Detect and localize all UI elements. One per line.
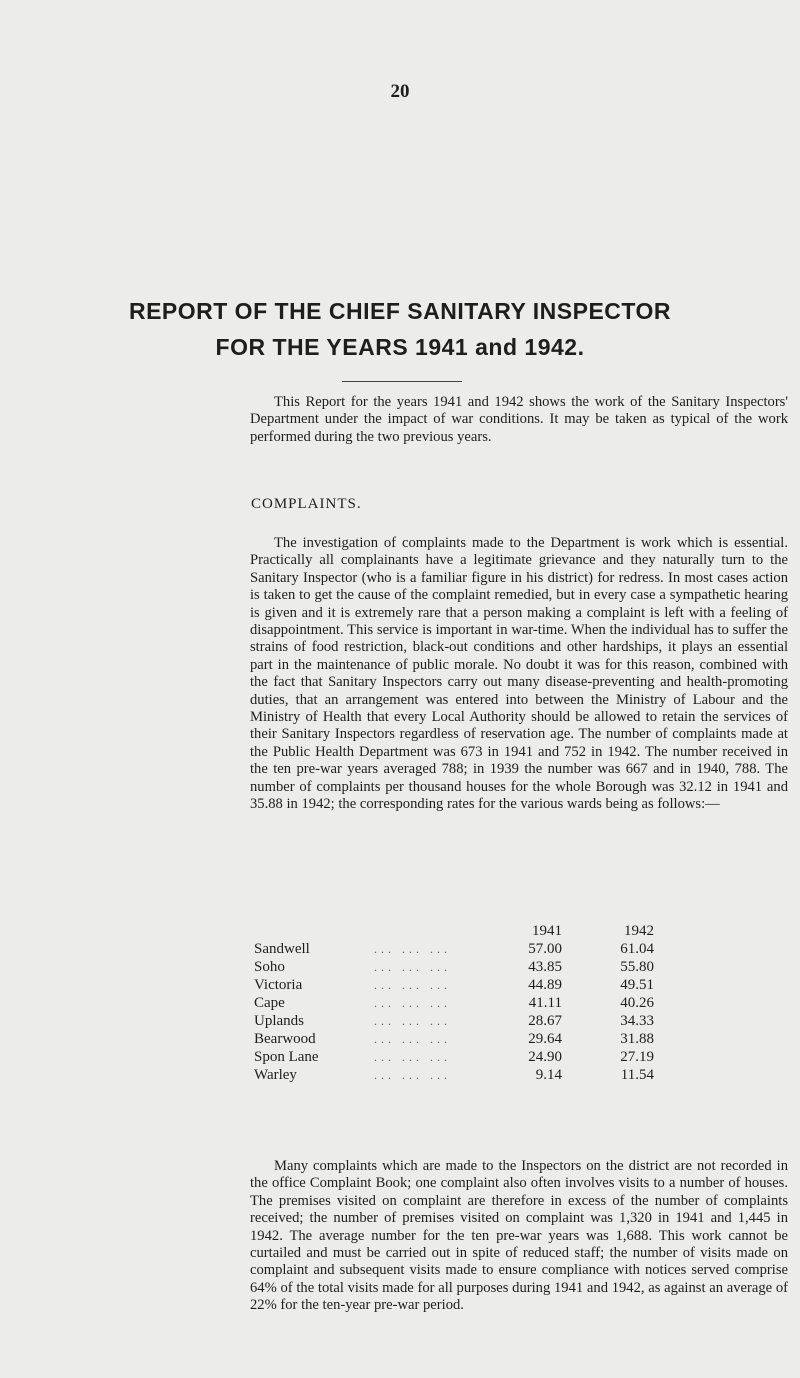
ward-name: Uplands ... ... ... — [254, 1013, 451, 1029]
leader-dots: ... ... ... — [374, 978, 451, 992]
rate-1942: 40.26 — [620, 995, 654, 1011]
table-row — [254, 976, 654, 994]
rate-1941: 29.64 — [528, 1031, 562, 1047]
ward-name: Warley ... ... ... — [254, 1067, 451, 1083]
page-number: 20 — [390, 81, 410, 102]
rate-1941: 24.90 — [528, 1049, 562, 1065]
rate-1941: 43.85 — [528, 959, 562, 975]
rate-1942: 11.54 — [620, 1067, 654, 1083]
table-row — [254, 940, 654, 958]
leader-dots: ... ... ... — [374, 996, 451, 1010]
table-header-row — [254, 922, 654, 940]
table-row — [254, 958, 654, 976]
section-heading: COMPLAINTS. — [251, 496, 362, 512]
rate-1942: 31.88 — [620, 1031, 654, 1047]
rate-1941: 9.14 — [535, 1067, 562, 1083]
table-row — [254, 994, 654, 1012]
rate-1942: 49.51 — [620, 977, 654, 993]
rate-1942: 34.33 — [620, 1013, 654, 1029]
ward-name: Sandwell ... ... ... — [254, 941, 451, 957]
rate-1941: 44.89 — [528, 977, 562, 993]
leader-dots: ... ... ... — [374, 942, 451, 956]
rate-1941: 28.67 — [528, 1013, 562, 1029]
ward-name: Cape ... ... ... — [254, 995, 451, 1011]
table-header-ward — [254, 922, 454, 940]
leader-dots: ... ... ... — [374, 1014, 451, 1028]
leader-dots: ... ... ... — [374, 1032, 451, 1046]
leader-dots: ... ... ... — [374, 1068, 451, 1082]
table-header-1942: 1942 — [624, 923, 654, 939]
complaints-paragraph: The investigation of complaints made to the Department is work which is essential. Practically all complainants have a legitimate grievance and they naturally turn to the Sanitary Inspector (who is a familiar figure in his district) for redress. In most cases action is taken to get the cause of the complaint remedied, but in every case a sympathetic hearing is given and it is extremely rare that a person making a complaint is left with a feeling of disappointment. This service is important in war-time. When the individual has to suffer the strains of food restriction, black-out conditions and other hardships, it plays an essential part in the maintenance of public morale. No doubt it was for this reason, combined with the fact that Sanitary Inspectors carry out many disease-preventing and health-promoting duties, that an arrangement was entered into between the Ministry of Labour and the Ministry of Health that every Local Authority should be allowed to retain the services of their Sanitary Inspectors regardless of reservation age. The number of complaints made at the Public Health Department was 673 in 1941 and 752 in 1942. The number received in the ten pre-war years averaged 788; in 1939 the number was 667 and in 1940, 788. The number of complaints per thousand houses for the whole Borough was 32.12 in 1941 and 35.88 in 1942; the corresponding rates for the various wards being as follows:— — [250, 535, 788, 813]
intro-paragraph: This Report for the years 1941 and 1942 shows the work of the Sanitary Inspectors' Department under the impact of war conditions. It may be taken as typical of the work performed during the two previous years. — [250, 394, 788, 445]
ward-rates-table — [254, 922, 654, 1084]
ward-name: Spon Lane ... ... ... — [254, 1049, 451, 1065]
rate-1942: 55.80 — [620, 959, 654, 975]
table-row — [254, 1012, 654, 1030]
table-row — [254, 1030, 654, 1048]
rate-1941: 57.00 — [528, 941, 562, 957]
leader-dots: ... ... ... — [374, 1050, 451, 1064]
ward-name: Bearwood ... ... ... — [254, 1031, 451, 1047]
rate-1942: 61.04 — [620, 941, 654, 957]
ward-name: Victoria ... ... ... — [254, 977, 451, 993]
table-row — [254, 1066, 654, 1084]
ward-name: Soho ... ... ... — [254, 959, 451, 975]
table-row — [254, 1048, 654, 1066]
divider-rule — [342, 381, 462, 382]
rate-1941: 41.11 — [528, 995, 562, 1011]
report-subtitle: FOR THE YEARS 1941 and 1942. — [215, 334, 585, 360]
visits-paragraph: Many complaints which are made to the Inspectors on the district are not recorded in the office Complaint Book; one complaint also often involves visits to a number of houses. The premises visited on complaint are therefore in excess of the number of complaints received; the number of premises visited on complaint was 1,320 in 1941 and 1,445 in 1942. The average number for the ten pre-war years was 1,688. This work cannot be curtailed and must be carried out in spite of reduced staff; the number of visits made on complaint and subsequent visits made to ensure compliance with notices served comprise 64% of the total visits made for all purposes during 1941 and 1942, as against an average of 22% for the ten-year pre-war period. — [250, 1158, 788, 1314]
leader-dots: ... ... ... — [374, 960, 451, 974]
rate-1942: 27.19 — [620, 1049, 654, 1065]
table-header-1941: 1941 — [532, 923, 562, 939]
report-title: REPORT OF THE CHIEF SANITARY INSPECTOR — [128, 298, 672, 324]
